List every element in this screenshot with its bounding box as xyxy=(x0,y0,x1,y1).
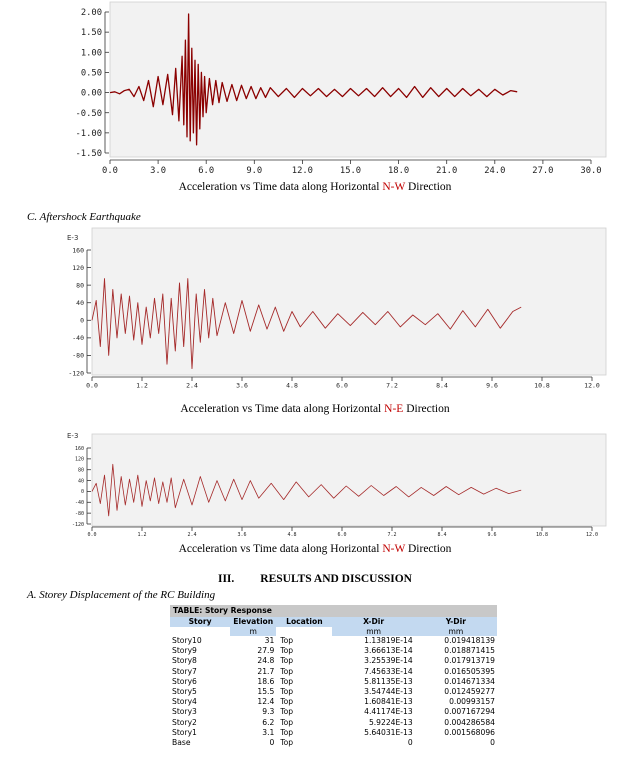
cell-story: Story6 xyxy=(172,676,197,686)
x-tick-label-3: 0.0 xyxy=(87,532,97,538)
x-tick-label-1: 21.0 xyxy=(436,165,458,176)
cell-location: Top xyxy=(280,656,294,666)
caption-3-direction: N-W xyxy=(382,543,406,555)
y-tick-label-1: -1.00 xyxy=(75,128,102,139)
y-tick-label-3: 0 xyxy=(80,489,84,496)
x-tick-label-3: 2.4 xyxy=(187,532,197,538)
x-tick-label-1: 3.0 xyxy=(150,165,167,176)
caption-2-prefix: Acceleration vs Time data along Horizontal xyxy=(180,403,385,415)
table-row xyxy=(170,718,497,728)
y-tick-label-2: 40 xyxy=(76,298,84,307)
cell-location: Top xyxy=(280,717,294,727)
y-tick-label-1: -0.50 xyxy=(75,108,102,119)
cell-ydir: 0.016505395 xyxy=(444,666,495,676)
cell-elevation: 21.7 xyxy=(257,666,275,676)
x-tick-label-1: 12.0 xyxy=(291,165,313,176)
cell-xdir: 5.64031E-13 xyxy=(364,727,413,737)
caption-1-suffix: Direction xyxy=(405,181,452,193)
table-title: TABLE: Story Response xyxy=(170,605,497,617)
x-tick-label-1: 15.0 xyxy=(339,165,362,176)
x-tick-label-3: 6.0 xyxy=(337,532,347,538)
caption-chart-2 xyxy=(0,403,630,415)
unit-story xyxy=(170,627,230,636)
story-table-grid xyxy=(170,617,497,748)
cell-story: Story8 xyxy=(172,656,197,666)
chart-nw-aftershock-svg xyxy=(60,431,620,539)
cell-story: Story4 xyxy=(172,697,197,707)
y-tick-label-1: 0.00 xyxy=(80,88,102,99)
y-tick-label-2: -120 xyxy=(68,369,84,378)
heading-aftershock: C. Aftershock Earthquake xyxy=(27,211,141,223)
cell-story: Story2 xyxy=(172,717,197,727)
table-row xyxy=(170,728,497,738)
cell-location: Top xyxy=(280,707,294,717)
cell-xdir: 1.13819E-14 xyxy=(364,636,413,645)
x-tick-label-2: 6.0 xyxy=(336,381,348,390)
cell-elevation: 9.3 xyxy=(262,707,275,717)
col-header-xdir: X-Dir xyxy=(332,617,414,627)
x-tick-label-2: 0.0 xyxy=(86,381,98,390)
cell-location: Top xyxy=(280,687,294,697)
table-body xyxy=(170,636,497,748)
cell-elevation: 24.8 xyxy=(257,656,275,666)
caption-3-suffix: Direction xyxy=(405,543,452,555)
cell-ydir: 0.004286584 xyxy=(444,717,495,727)
caption-2-suffix: Direction xyxy=(403,403,450,415)
cell-elevation: 31 xyxy=(264,636,275,645)
cell-location: Top xyxy=(280,676,294,686)
cell-ydir: 0.00993157 xyxy=(449,697,495,707)
cell-location: Top xyxy=(280,646,294,656)
unit-location xyxy=(276,627,332,636)
cell-elevation: 15.5 xyxy=(257,687,275,697)
table-row xyxy=(170,667,497,677)
cell-location: Top xyxy=(280,697,294,707)
y-tick-label-3: 40 xyxy=(77,478,84,485)
cell-xdir: 3.25539E-14 xyxy=(364,656,413,666)
cell-xdir: 0 xyxy=(407,738,413,748)
cell-location: Top xyxy=(280,636,294,645)
table-row xyxy=(170,738,497,748)
x-tick-label-3: 4.8 xyxy=(287,532,297,538)
y-tick-label-2: 80 xyxy=(76,281,84,290)
chart-ne-acceleration xyxy=(60,224,620,396)
cell-ydir: 0.014671334 xyxy=(444,676,495,686)
caption-chart-1 xyxy=(0,181,630,193)
cell-ydir: 0.001568096 xyxy=(444,727,495,737)
x-tick-label-3: 9.6 xyxy=(487,532,497,538)
unit-elevation: m xyxy=(230,627,276,636)
cell-xdir: 5.81135E-13 xyxy=(364,676,413,686)
caption-1-prefix: Acceleration vs Time data along Horizontal xyxy=(178,181,383,193)
cell-elevation: 6.2 xyxy=(262,717,275,727)
cell-xdir: 1.60841E-13 xyxy=(364,697,413,707)
x-tick-label-1: 6.0 xyxy=(198,165,215,176)
x-tick-label-2: 12.0 xyxy=(584,381,600,390)
x-tick-label-2: 4.8 xyxy=(286,381,298,390)
cell-elevation: 0 xyxy=(269,738,275,748)
cell-story: Story7 xyxy=(172,666,197,676)
unit-ydir: mm xyxy=(415,627,497,636)
cell-xdir: 7.45633E-14 xyxy=(364,666,413,676)
heading-storey-displacement: A. Storey Displacement of the RC Building xyxy=(27,589,216,601)
chart-nw-acceleration xyxy=(60,0,610,180)
x-tick-label-2: 2.4 xyxy=(186,381,198,390)
chart-nw-svg xyxy=(60,0,610,180)
y-tick-label-1: 1.50 xyxy=(80,28,102,39)
story-response-table xyxy=(170,605,497,748)
table-row xyxy=(170,697,497,707)
x-tick-label-1: 24.0 xyxy=(484,165,506,176)
plot-area-2 xyxy=(92,228,606,375)
section-heading xyxy=(0,573,630,585)
cell-xdir: 4.41174E-13 xyxy=(364,707,413,717)
y-tick-label-1: 1.00 xyxy=(80,48,102,59)
x-tick-label-1: 18.0 xyxy=(388,165,410,176)
y-tick-label-3: -80 xyxy=(74,510,84,517)
cell-elevation: 18.6 xyxy=(257,676,275,686)
cell-story: Story10 xyxy=(172,636,202,645)
cell-story: Story3 xyxy=(172,707,197,717)
chart-ne-svg xyxy=(60,224,620,396)
x-tick-label-3: 10.8 xyxy=(535,532,549,538)
cell-xdir: 5.9224E-13 xyxy=(368,717,413,727)
y-exponent-label-2: E-3 xyxy=(67,234,79,242)
cell-ydir: 0.018871415 xyxy=(444,646,495,656)
unit-xdir: mm xyxy=(332,627,414,636)
cell-ydir: 0.017913719 xyxy=(444,656,495,666)
x-tick-label-3: 12.0 xyxy=(585,532,599,538)
plot-area-3 xyxy=(92,434,606,526)
y-tick-label-2: -40 xyxy=(72,334,84,343)
cell-location: Top xyxy=(280,727,294,737)
x-tick-label-2: 10.8 xyxy=(534,381,550,390)
cell-elevation: 27.9 xyxy=(257,646,275,656)
cell-xdir: 3.54744E-13 xyxy=(364,687,413,697)
x-tick-label-2: 3.6 xyxy=(236,381,248,390)
cell-xdir: 3.66613E-14 xyxy=(364,646,413,656)
x-tick-label-3: 3.6 xyxy=(237,532,247,538)
y-tick-label-2: -80 xyxy=(72,351,84,360)
cell-elevation: 12.4 xyxy=(257,697,275,707)
col-header-story: Story xyxy=(170,617,230,627)
cell-story: Story9 xyxy=(172,646,197,656)
table-row xyxy=(170,677,497,687)
cell-ydir: 0.007167294 xyxy=(444,707,495,717)
table-row xyxy=(170,656,497,666)
table-row xyxy=(170,646,497,656)
table-row xyxy=(170,636,497,646)
x-tick-label-1: 27.0 xyxy=(532,165,554,176)
section-number: III. xyxy=(217,573,235,585)
table-row xyxy=(170,687,497,697)
x-tick-label-2: 9.6 xyxy=(486,381,498,390)
col-header-location: Location xyxy=(276,617,332,627)
caption-chart-3 xyxy=(0,543,630,555)
table-units-row xyxy=(170,627,497,636)
cell-story: Story1 xyxy=(172,727,197,737)
cell-location: Top xyxy=(280,666,294,676)
cell-elevation: 3.1 xyxy=(262,727,275,737)
caption-1-direction: N-W xyxy=(382,181,406,193)
x-tick-label-3: 7.2 xyxy=(387,532,397,538)
cell-ydir: 0.012459277 xyxy=(444,687,495,697)
cell-ydir: 0 xyxy=(490,738,495,748)
x-tick-label-1: 0.0 xyxy=(102,165,118,176)
cell-location: Top xyxy=(280,738,294,748)
x-tick-label-2: 7.2 xyxy=(386,381,398,390)
y-tick-label-3: 160 xyxy=(74,445,84,452)
col-header-ydir: Y-Dir xyxy=(415,617,497,627)
y-tick-label-2: 160 xyxy=(72,246,84,255)
y-tick-label-1: 2.00 xyxy=(80,8,102,19)
y-tick-label-1: 0.50 xyxy=(80,68,102,79)
x-tick-label-1: 9.0 xyxy=(246,165,263,176)
x-tick-label-3: 1.2 xyxy=(137,532,147,538)
table-header-row xyxy=(170,617,497,627)
x-tick-label-2: 8.4 xyxy=(436,381,448,390)
y-tick-label-2: 120 xyxy=(72,263,84,272)
cell-story: Story5 xyxy=(172,687,197,697)
y-tick-label-3: -120 xyxy=(71,521,84,528)
caption-3-prefix: Acceleration vs Time data along Horizontal xyxy=(178,543,383,555)
y-tick-label-1: -1.50 xyxy=(75,149,102,160)
y-exponent-label-3: E-3 xyxy=(67,432,79,440)
x-tick-label-3: 8.4 xyxy=(437,532,447,538)
table-row xyxy=(170,707,497,717)
chart-nw-aftershock xyxy=(60,431,620,539)
cell-ydir: 0.019418139 xyxy=(444,636,495,645)
x-tick-label-2: 1.2 xyxy=(136,381,148,390)
y-tick-label-3: 80 xyxy=(77,467,84,474)
y-tick-label-3: 120 xyxy=(74,456,84,463)
section-title: RESULTS AND DISCUSSION xyxy=(260,573,412,585)
x-tick-label-1: 30.0 xyxy=(580,165,602,176)
y-tick-label-3: -40 xyxy=(74,500,84,507)
y-tick-label-2: 0 xyxy=(80,316,84,325)
cell-story: Base xyxy=(172,738,191,748)
caption-2-direction: N-E xyxy=(384,403,404,415)
col-header-elevation: Elevation xyxy=(230,617,276,627)
